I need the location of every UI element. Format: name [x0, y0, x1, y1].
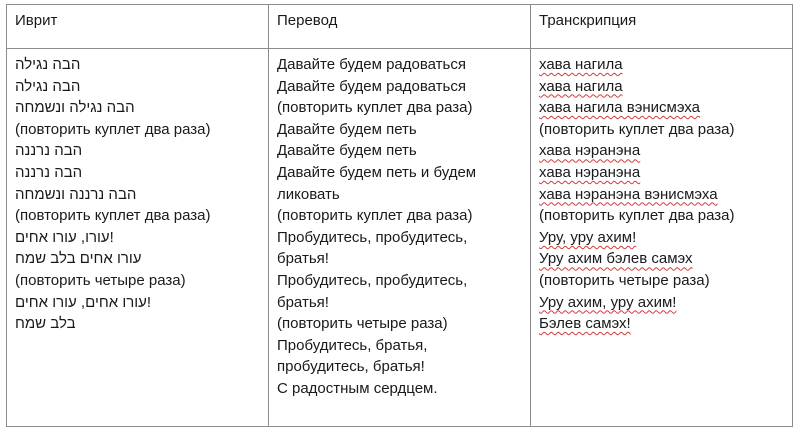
translation-line: Давайте будем радоваться — [277, 77, 466, 95]
translation-line: ликовать — [277, 185, 340, 203]
hebrew-line: עורו אחים בלב שמח — [15, 250, 142, 268]
translation-line: пробудитесь, братья! — [277, 358, 425, 376]
translation-line: Давайте будем петь и будем — [277, 163, 477, 181]
transcription-line: (повторить четыре раза) — [539, 271, 710, 289]
transcription-line: хава нэранэна — [539, 163, 641, 181]
lyrics-table — [6, 4, 793, 427]
translation-line: Пробудитесь, братья, — [277, 336, 428, 354]
transcription-line: Уру, уру ахим! — [539, 228, 637, 246]
translation-line: Давайте будем петь — [277, 120, 417, 138]
hebrew-line: בלב שמח — [15, 315, 76, 333]
hebrew-line: הבה נגילה — [15, 77, 81, 95]
hebrew-line: !עורו, עורו אחים — [15, 228, 114, 246]
translation-line: Давайте будем петь — [277, 142, 417, 160]
translation-line: братья! — [277, 293, 329, 311]
translation-line: (повторить четыре раза) — [277, 315, 448, 333]
translation-line: С радостным сердцем. — [277, 379, 438, 397]
hebrew-line: !עורו אחים, עורו אחים — [15, 293, 152, 311]
hebrew-line: הבה נרננה ונשמחה — [15, 185, 137, 203]
transcription-line: хава нагила — [539, 56, 623, 73]
transcription-line: хава нагила — [539, 77, 623, 95]
translation-cell — [269, 49, 531, 427]
transcription-line: Бэлев самэх! — [539, 315, 631, 333]
transcription-line: хава нэранэна вэнисмэха — [539, 185, 718, 203]
hebrew-line: הבה נגילה ונשמחה — [15, 99, 135, 117]
transcription-line: хава нэранэна — [539, 142, 641, 160]
translation-line: Пробудитесь, пробудитесь, — [277, 271, 468, 289]
hebrew-line: (повторить куплет два раза) — [15, 207, 211, 225]
header-translation: Перевод — [269, 5, 531, 49]
header-row — [7, 5, 793, 49]
translation-line: (повторить куплет два раза) — [277, 99, 473, 117]
translation-line: Пробудитесь, пробудитесь, — [277, 228, 468, 246]
translation-line: Давайте будем радоваться — [277, 56, 466, 73]
transcription-line: Уру ахим бэлев самэх — [539, 250, 693, 268]
translation-line: братья! — [277, 250, 329, 268]
transcription-line: (повторить куплет два раза) — [539, 120, 735, 138]
header-hebrew: Иврит — [7, 5, 269, 49]
transcription-line: Уру ахим, уру ахим! — [539, 293, 677, 311]
hebrew-line: (повторить куплет два раза) — [15, 120, 211, 138]
transcription-cell — [531, 49, 793, 427]
translation-line: (повторить куплет два раза) — [277, 207, 473, 225]
hebrew-line: הבה נגילה — [15, 56, 81, 73]
transcription-line: хава нагила вэнисмэха — [539, 99, 700, 117]
hebrew-line: הבה נרננה — [15, 163, 83, 181]
hebrew-line: הבה נרננה — [15, 142, 83, 160]
hebrew-cell — [7, 49, 269, 427]
hebrew-line: (повторить четыре раза) — [15, 271, 186, 289]
header-transcription: Транскрипция — [531, 5, 793, 49]
content-row — [7, 49, 793, 427]
transcription-line: (повторить куплет два раза) — [539, 207, 735, 225]
